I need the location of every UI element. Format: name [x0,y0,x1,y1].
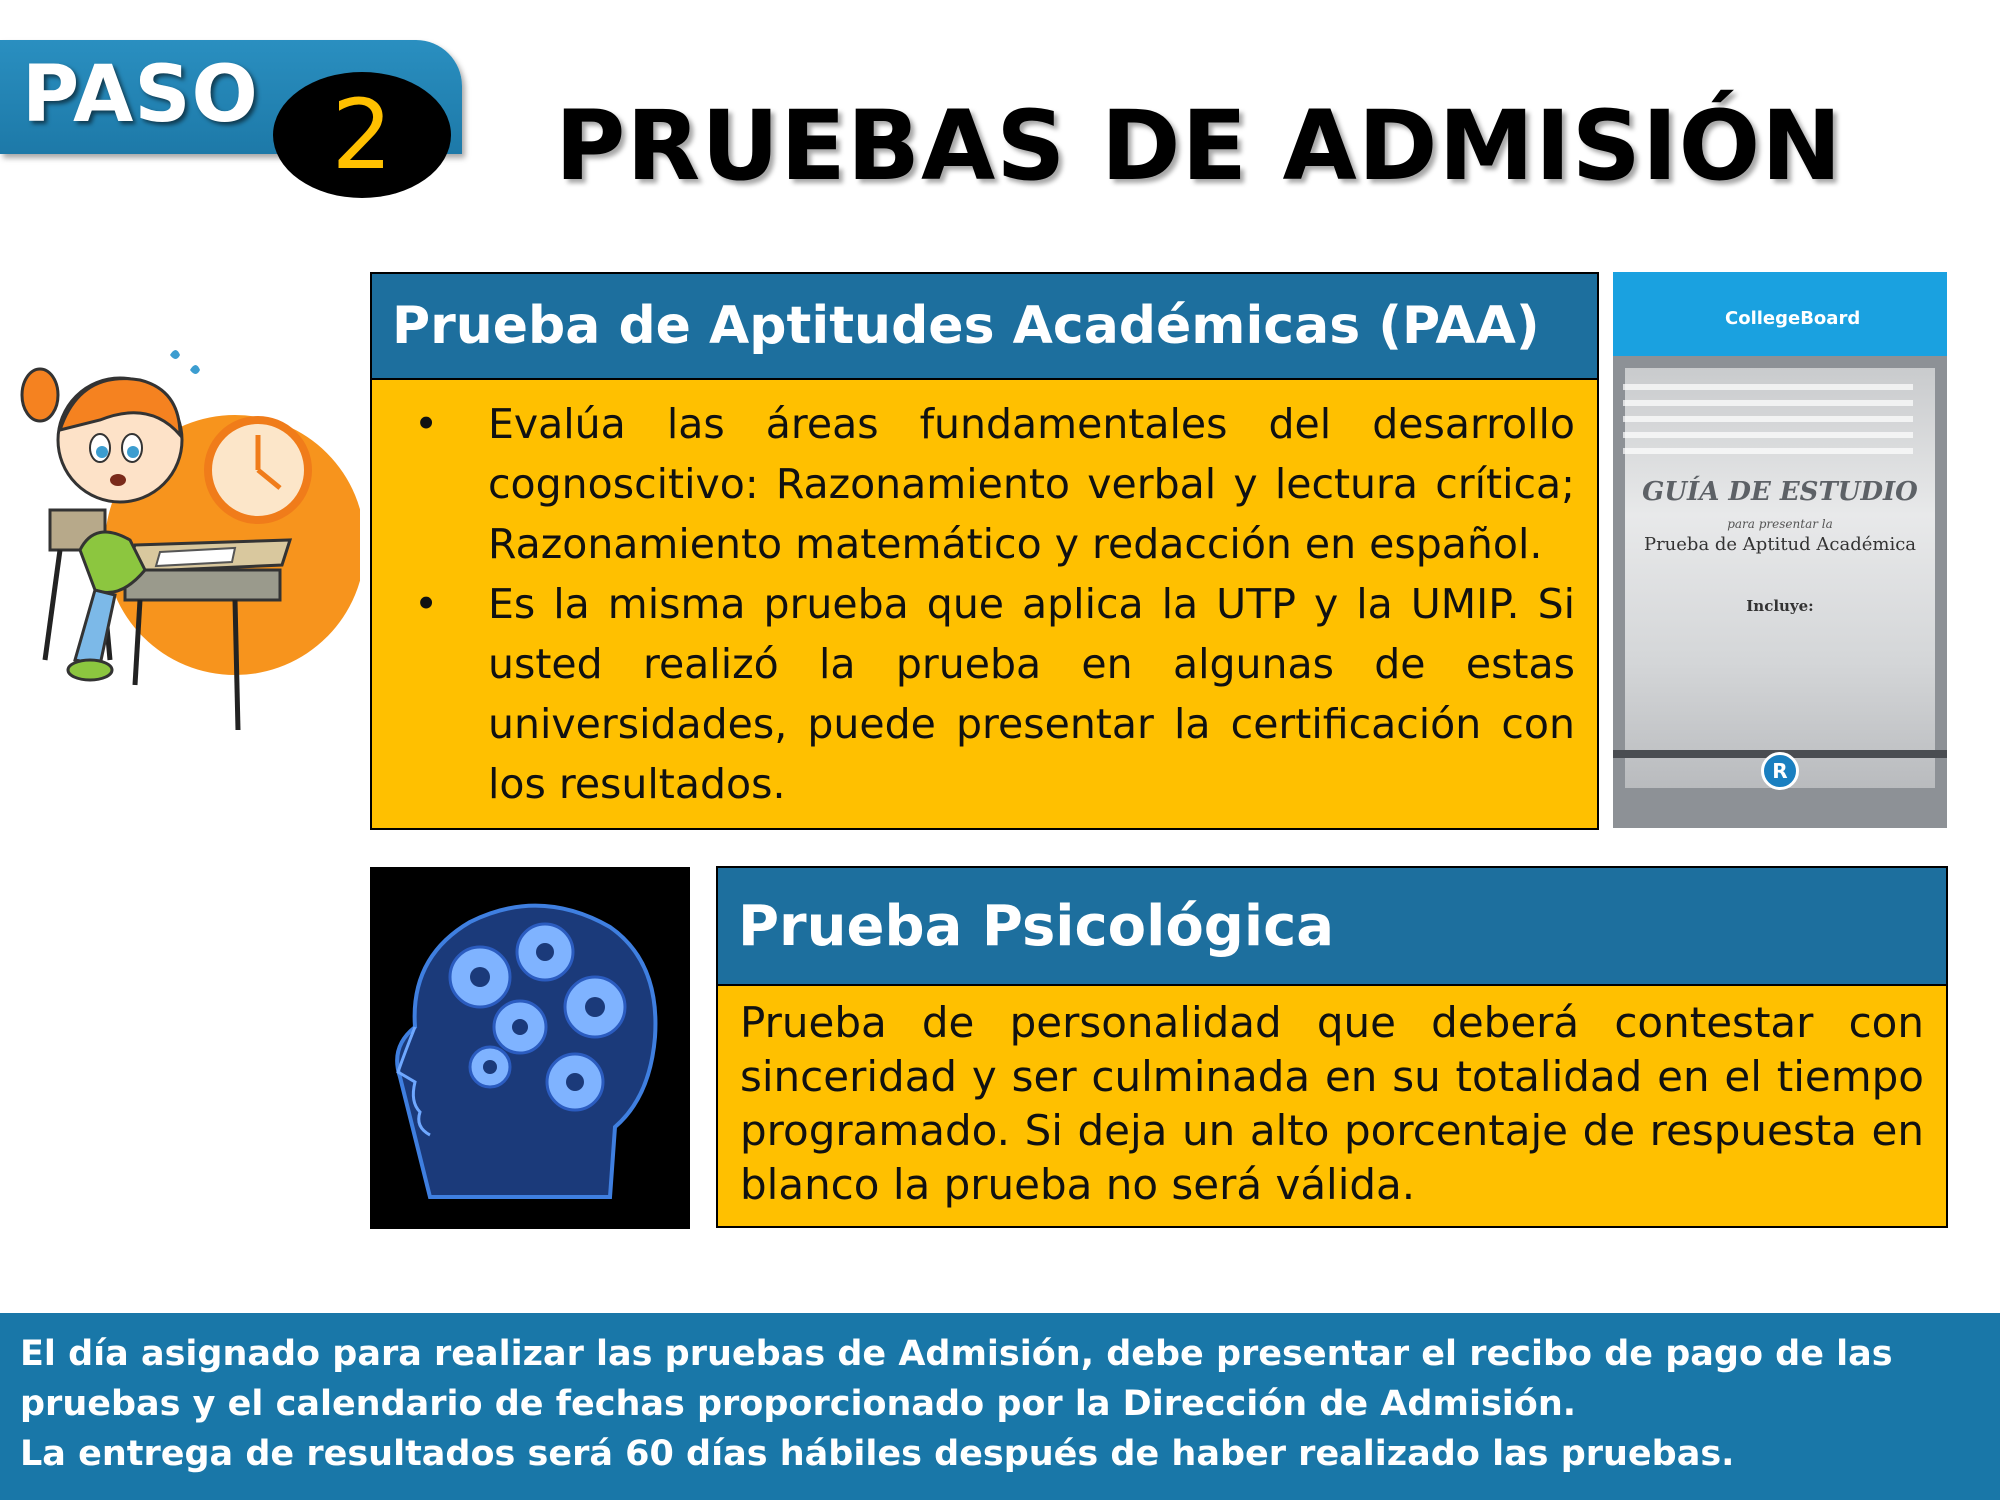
guide-includes: Incluye: [1746,597,1814,615]
guide-stripe [1623,432,1913,438]
footer-line-2: La entrega de resultados será 60 días hábiles después de haber realizado las pruebas. [20,1434,1735,1474]
footer-line-1: El día asignado para realizar las pruebas de Admisión, debe presentar el recibo de pago de las pruebas y el calendario de fechas proporcionado por la Dirección de Admisión. [20,1334,1893,1424]
guide-stripe [1623,384,1913,390]
guide-cover-panel [1625,368,1935,788]
paa-bullet-2: • Es la misma prueba que aplica la UTP y la UMIP. Si usted realizó la prueba en algunas de estas universidades, puede presentar la certificación con los resultados. [394,574,1575,814]
step-label: PASO [22,50,259,140]
footer-notice [0,1313,2000,1500]
psychological-heading: Prueba Psicológica [716,866,1948,986]
psychological-body: Prueba de personalidad que deberá contestar con sinceridad y ser culminada en su totalidad en el tiempo programado. Si deja un alto porcentaje de respuesta en blanco la prueba no será válida. [716,986,1948,1228]
step-number: 2 [273,72,451,198]
brain-gears-image [370,867,690,1229]
clock-icon [208,420,308,520]
guide-stripe [1623,416,1913,422]
guide-title: GUÍA DE ESTUDIO [1642,477,1918,507]
guide-badge-icon: R [1761,752,1799,790]
collegeboard-logo: CollegeBoard [1725,308,1861,329]
page-title: PRUEBAS DE ADMISIÓN [555,90,1843,202]
guide-stripe [1623,448,1913,454]
student-exam-illustration [20,340,360,730]
paa-body [370,380,1599,830]
guide-stripe [1623,400,1913,406]
study-guide-cover [1613,272,1947,828]
guide-subtitle-small: para presentar la [1727,517,1833,531]
paa-bullet-1: • Evalúa las áreas fundamentales del desarrollo cognoscitivo: Razonamiento verbal y lectura crítica; Razonamiento matemático y redacción en español. [394,394,1575,574]
paa-heading: Prueba de Aptitudes Académicas (PAA) [370,272,1599,380]
guide-subtitle: Prueba de Aptitud Académica [1643,534,1917,555]
